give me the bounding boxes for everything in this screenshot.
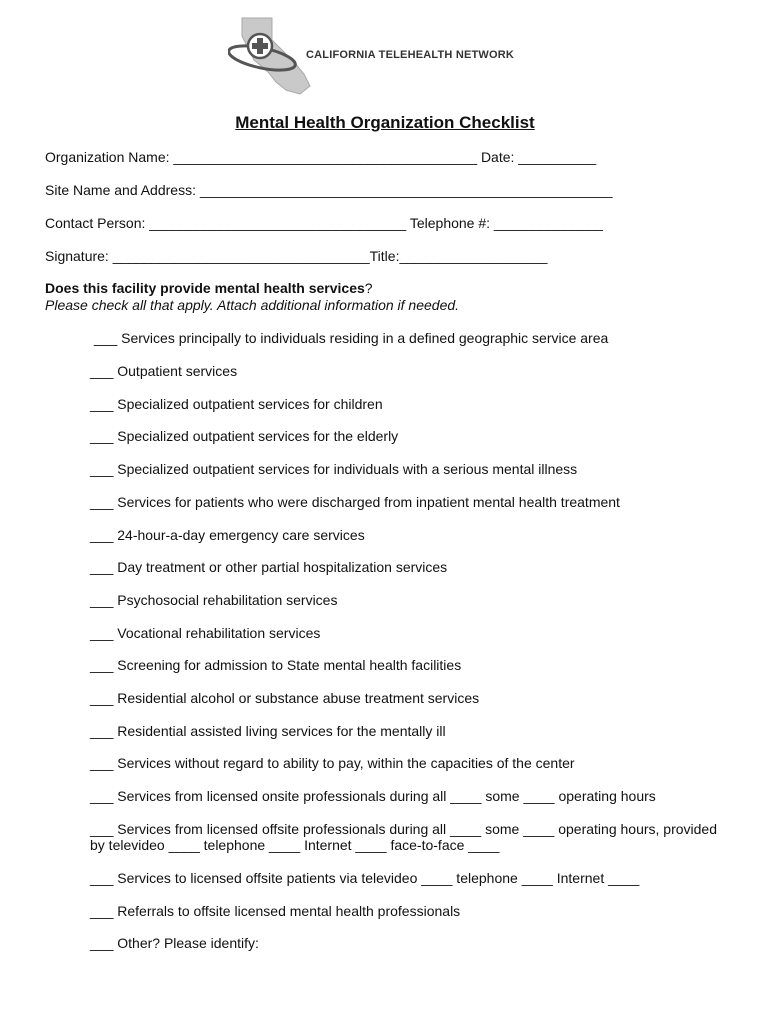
question-text: Does this facility provide mental health services (45, 280, 365, 296)
checklist-item[interactable]: ___ Screening for admission to State mental health facilities (90, 657, 462, 673)
checklist-item[interactable]: ___ Specialized outpatient services for individuals with a serious mental illness (90, 461, 578, 477)
checklist-item[interactable]: ___ Services principally to individuals residing in a defined geographic service area (90, 330, 609, 346)
checklist-item[interactable]: ___ Services from licensed onsite professionals during all ____ some ____ operating hours (90, 788, 656, 804)
checklist-item[interactable]: ___ Services for patients who were discharged from inpatient mental health treatment (90, 494, 620, 510)
checklist-item[interactable]: ___ Specialized outpatient services for children (90, 396, 383, 412)
organization-name-field[interactable]: Organization Name: _______________________________________ Date: __________ (45, 149, 597, 165)
document-title: Mental Health Organization Checklist (235, 113, 535, 132)
checklist-item[interactable]: ___ Specialized outpatient services for the elderly (90, 428, 399, 444)
checklist-item[interactable]: ___ Psychosocial rehabilitation services (90, 592, 338, 608)
signature-field[interactable]: Signature: _________________________________Title:___________________ (45, 248, 548, 264)
instruction-text: Please check all that apply. Attach additional information if needed. (45, 297, 460, 313)
checklist-item[interactable]: ___ Services without regard to ability to pay, within the capacities of the center (90, 755, 575, 771)
checklist-item[interactable]: ___ Services from licensed offsite professionals during all ____ some ____ operating hours, provided (90, 821, 717, 837)
checklist-item[interactable]: ___ Outpatient services (90, 363, 238, 379)
checklist-item-continuation[interactable]: by televideo ____ telephone ____ Internet ____ face-to-face ____ (90, 837, 500, 853)
checklist-item[interactable]: ___ Residential alcohol or substance abuse treatment services (90, 690, 480, 706)
question-mark: ? (364, 280, 373, 296)
site-address-field[interactable]: Site Name and Address: _____________________________________________________ (45, 182, 613, 198)
checklist-item[interactable]: ___ Day treatment or other partial hospitalization services (90, 559, 448, 575)
checklist-item[interactable]: ___ 24-hour-a-day emergency care services (90, 527, 365, 543)
checklist-item[interactable]: ___ Referrals to offsite licensed mental health professionals (90, 903, 461, 919)
checklist-item[interactable]: ___ Vocational rehabilitation services (90, 625, 321, 641)
checklist-item[interactable]: ___ Other? Please identify: (90, 935, 259, 951)
checklist-item[interactable]: ___ Residential assisted living services for the mentally ill (90, 723, 446, 739)
contact-person-field[interactable]: Contact Person: _________________________________ Telephone #: ______________ (45, 215, 603, 231)
checklist-item[interactable]: ___ Services to licensed offsite patients via televideo ____ telephone ____ Internet ____ (90, 870, 640, 886)
logo-text: CALIFORNIA TELEHEALTH NETWORK (306, 49, 515, 61)
question-heading (45, 280, 373, 297)
